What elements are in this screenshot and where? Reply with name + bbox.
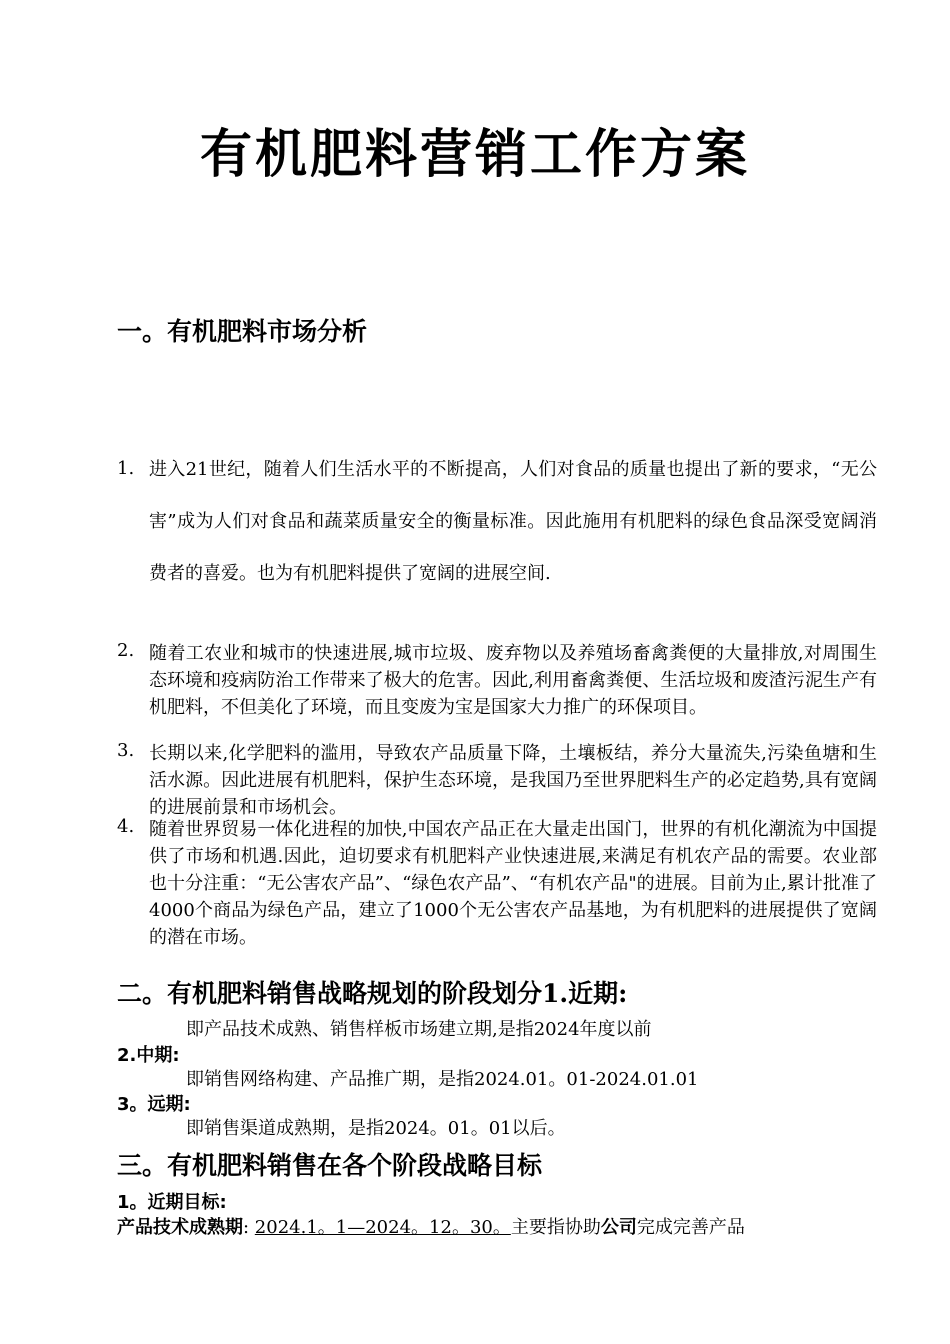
near-target-label: 1。近期目标:	[117, 1192, 227, 1213]
section2-heading	[117, 974, 627, 1010]
maturity-date: 2024.1。1—2024。12。30。	[254, 1217, 511, 1238]
mid-term-label: 2.中期:	[117, 1045, 180, 1066]
maturity-text: 主要指协助	[510, 1217, 601, 1238]
maturity-colon: :	[243, 1217, 255, 1238]
section2-heading-text: 二。有机肥料销售战略规划的阶段划分	[117, 979, 543, 1008]
far-term-text: 即销售渠道成熟期，是指2024。01。01以后。	[186, 1118, 566, 1139]
maturity-line	[117, 1213, 745, 1239]
list-item-text: 进入21世纪，随着人们生活水平的不断提高，人们对食品的质量也提出了新的要求，“无公害”成为人们对食品和蔬菜质量安全的衡量标准。因此施用有机肥料的绿色食品深受宽阔消费者的喜爱。也为有机肥料提供了宽阔的进展空间.	[149, 459, 877, 584]
mid-term-text: 即销售网络构建、产品推广期，是指2024.01。01-2024.01.01	[186, 1069, 699, 1090]
list-item-1	[117, 458, 877, 600]
list-item-number: 1.	[117, 458, 135, 479]
maturity-text-tail: 完成完善产品	[636, 1217, 745, 1238]
far-term-label: 3。远期:	[117, 1094, 191, 1115]
list-item-number: 3.	[117, 740, 135, 761]
maturity-label: 产品技术成熟期	[117, 1217, 243, 1238]
list-item-text: 随着工农业和城市的快速进展,城市垃圾、废弃物以及养殖场畜禽粪便的大量排放,对周围生态环境和疫病防治工作带来了极大的危害。因此,利用畜禽粪便、生活垃圾和废渣污泥生产有机肥料，不但美化了环境，而且变废为宝是国家大力推广的环保项目。	[149, 643, 877, 718]
list-item-4	[117, 816, 877, 951]
list-item-3	[117, 740, 877, 821]
section1-heading: 一。有机肥料市场分析	[117, 317, 368, 346]
near-term-label: 1.近期:	[542, 979, 628, 1008]
section3-heading: 三。有机肥料销售在各个阶段战略目标	[117, 1151, 543, 1180]
near-term-text: 即产品技术成熟、销售样板市场建立期,是指2024年度以前	[186, 1019, 652, 1040]
list-item-2	[117, 640, 877, 721]
list-item-number: 4.	[117, 816, 135, 837]
document-title: 有机肥料营销工作方案	[199, 125, 750, 185]
company-word: 公司	[600, 1217, 637, 1238]
list-item-number: 2.	[117, 640, 135, 661]
list-item-text: 随着世界贸易一体化进程的加快,中国农产品正在大量走出国门，世界的有机化潮流为中国提供了市场和机遇.因此，迫切要求有机肥料产业快速进展,来满足有机农产品的需要。农业部也十分注重：“无公害农产品”、“绿色农产品”、“有机农产品"的进展。目前为止,累计批准了4000个商品为绿色产品，建立了1000个无公害农产品基地，为有机肥料的进展提供了宽阔的潜在市场。	[149, 819, 877, 948]
list-item-text: 长期以来,化学肥料的滥用，导致农产品质量下降，土壤板结，养分大量流失,污染鱼塘和生活水源。因此进展有机肥料，保护生态环境，是我国乃至世界肥料生产的必定趋势,具有宽阔的进展前景和市场机会。	[149, 743, 877, 818]
